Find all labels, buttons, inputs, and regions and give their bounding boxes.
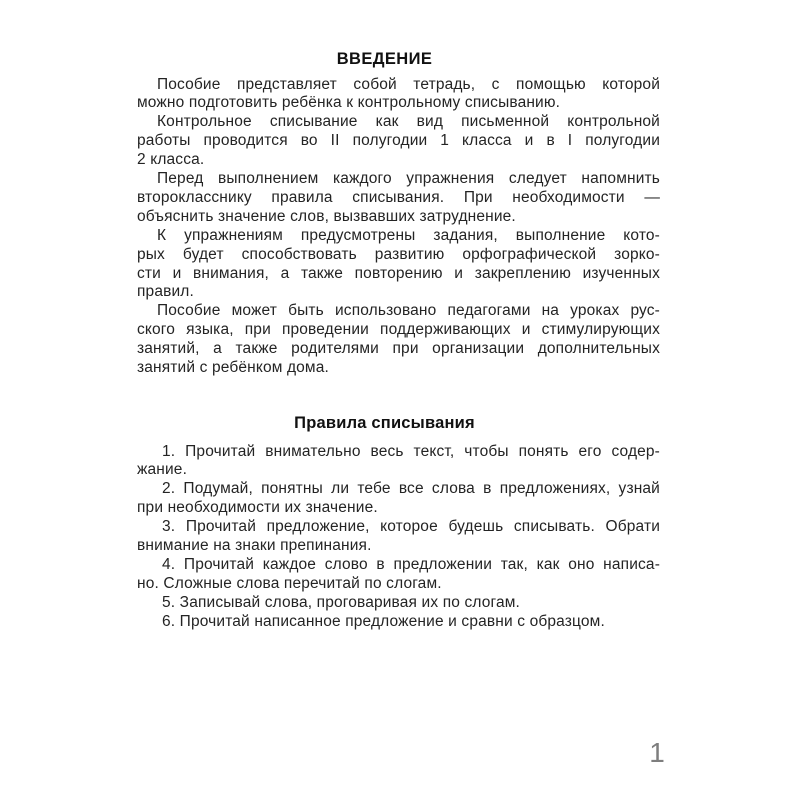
rule-item [137, 556, 660, 594]
text-line: рых будет способствовать развитию орфографической зорко- [137, 245, 660, 263]
text-line: Перед выполнением каждого упражнения следует напомнить [157, 170, 660, 188]
text-line: второкласснику правила списывания. При необходимости — [137, 188, 660, 206]
text-line: объяснить значение слов, вызвавших затруднение. [137, 207, 516, 225]
text-line: К упражнениям предусмотрены задания, выполнение кото- [157, 226, 660, 244]
rule-item [137, 443, 660, 481]
text-line: жание. [137, 461, 188, 479]
rule-item [137, 613, 660, 632]
text-line: правил. [137, 283, 194, 301]
text-line: 6. Прочитай написанное предложение и сравни с образцом. [162, 612, 605, 630]
rule-item [137, 518, 660, 556]
rules-heading: Правила списывания [294, 414, 475, 432]
intro-paragraphs [137, 76, 660, 379]
paragraph [137, 302, 660, 378]
page-title: ВВЕДЕНИЕ [336, 50, 433, 68]
text-line: при необходимости их значение. [137, 499, 378, 517]
paragraph [137, 76, 660, 114]
paragraph [137, 113, 660, 170]
page-number: 1 [649, 737, 665, 768]
text-line: но. Сложные слова перечитай по слогам. [137, 574, 442, 592]
paragraph [137, 227, 660, 303]
text-line: 2 класса. [137, 151, 205, 169]
text-line: 1. Прочитай внимательно весь текст, чтобы понять его содер- [162, 442, 660, 460]
text-line: 4. Прочитай каждое слово в предложении так, как оно написа- [162, 555, 660, 573]
rules-list [137, 443, 660, 632]
text-line: Контрольное списывание как вид письменной контрольной [157, 113, 660, 131]
text-line: занятий с ребёнком дома. [137, 359, 329, 377]
text-line: сти и внимания, а также повторению и закреплению изученных [137, 264, 660, 282]
page-content [137, 0, 660, 800]
text-line: 2. Подумай, понятны ли тебе все слова в предложениях, узнай [162, 480, 660, 498]
text-line: внимание на знаки препинания. [137, 537, 372, 555]
paragraph [137, 170, 660, 227]
text-line: Пособие может быть использовано педагогами на уроках рус- [157, 302, 660, 320]
text-line: Пособие представляет собой тетрадь, с помощью которой [157, 75, 660, 93]
text-line: можно подготовить ребёнка к контрольному списыванию. [137, 94, 561, 112]
rule-item [137, 594, 660, 613]
text-line: работы проводится во II полугодии 1 класса и в I полугодии [137, 132, 660, 150]
text-line: ского языка, при проведении поддерживающих и стимулирующих [137, 321, 660, 339]
text-line: 5. Записывай слова, проговаривая их по слогам. [162, 593, 521, 611]
rule-item [137, 480, 660, 518]
text-line: занятий, а также родителями при организации дополнительных [137, 340, 660, 358]
text-line: 3. Прочитай предложение, которое будешь списывать. Обрати [162, 518, 660, 536]
